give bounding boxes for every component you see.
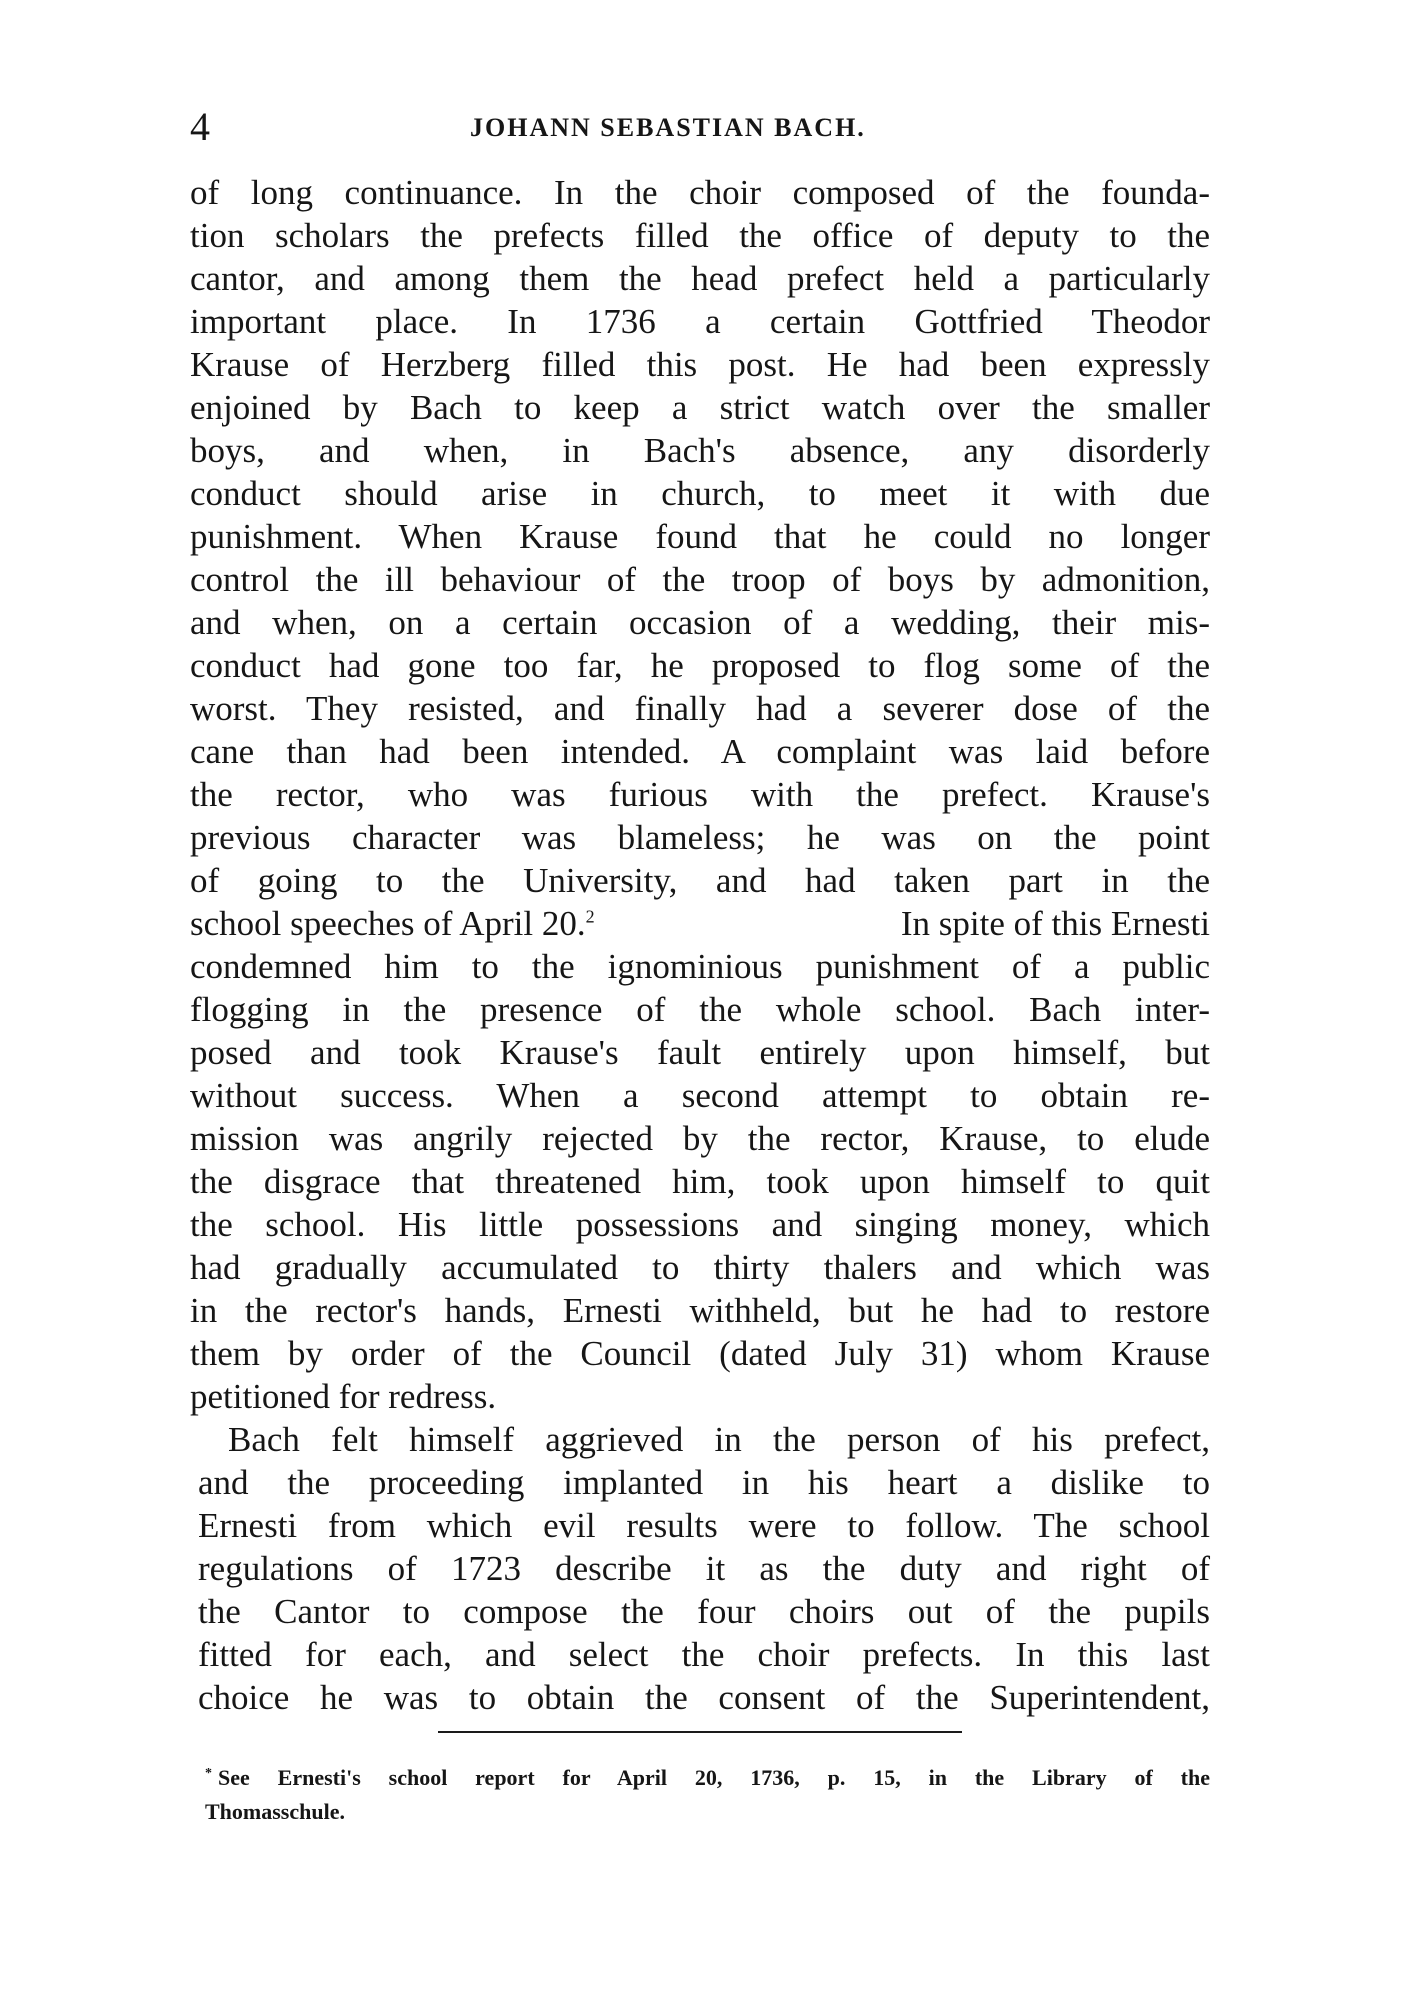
text-line: conduct should arise in church, to meet it with due — [190, 474, 1210, 513]
text-line-segment: school speeches of April 20. — [190, 904, 586, 943]
text-line: Krause of Herzberg filled this post. He had been expressly — [190, 345, 1210, 384]
text-line: mission was angrily rejected by the rector, Krause, to elude — [190, 1119, 1210, 1158]
text-line: of long continuance. In the choir composed of the founda- — [190, 173, 1210, 212]
text-line: previous character was blameless; he was on the point — [190, 818, 1210, 857]
text-line: the Cantor to compose the four choirs out of the pupils — [198, 1592, 1210, 1631]
running-head — [190, 102, 1210, 152]
text-line: and the proceeding implanted in his heart a dislike to — [198, 1463, 1210, 1502]
text-line: choice he was to obtain the consent of the Superintendent, — [198, 1678, 1210, 1717]
page-number: 4 — [190, 104, 210, 149]
text-line: control the ill behaviour of the troop of boys by admonition, — [190, 560, 1210, 599]
text-line: had gradually accumulated to thirty thalers and which was — [190, 1248, 1210, 1287]
text-line: conduct had gone too far, he proposed to flog some of the — [190, 646, 1210, 685]
footnote-rule — [438, 1731, 962, 1733]
text-line: without success. When a second attempt to obtain re- — [190, 1076, 1210, 1115]
text-line: petitioned for redress. — [190, 1377, 497, 1416]
text-line: the school. His little possessions and singing money, which — [190, 1205, 1210, 1244]
text-line: tion scholars the prefects filled the office of deputy to the — [190, 216, 1210, 255]
text-line: enjoined by Bach to keep a strict watch over the smaller — [190, 388, 1210, 427]
text-line: posed and took Krause's fault entirely upon himself, but — [190, 1033, 1210, 1072]
text-line: boys, and when, in Bach's absence, any disorderly — [190, 431, 1210, 470]
paragraph-first-line: Bach felt himself aggrieved in the person of his prefect, — [228, 1420, 1210, 1459]
text-line: in the rector's hands, Ernesti withheld, but he had to restore — [190, 1291, 1210, 1330]
text-line: the disgrace that threatened him, took upon himself to quit — [190, 1162, 1210, 1201]
text-line-with-footnote — [190, 903, 1210, 945]
text-line: worst. They resisted, and finally had a severer dose of the — [190, 689, 1210, 728]
text-line: flogging in the presence of the whole school. Bach inter- — [190, 990, 1210, 1029]
text-line: cane than had been intended. A complaint was laid before — [190, 732, 1210, 771]
text-line: cantor, and among them the head prefect held a particularly — [190, 259, 1210, 298]
text-line: regulations of 1723 describe it as the duty and right of — [198, 1549, 1210, 1588]
text-line: of going to the University, and had taken part in the — [190, 861, 1210, 900]
footnote-text: See Ernesti's school report for April 20, 1736, p. 15, in the Library of the — [218, 1765, 1210, 1790]
text-line: important place. In 1736 a certain Gottfried Theodor — [190, 302, 1210, 341]
text-line: Ernesti from which evil results were to follow. The school — [198, 1506, 1210, 1545]
text-line: them by order of the Council (dated July 31) whom Krause — [190, 1334, 1210, 1373]
footnote-marker: * — [205, 1765, 212, 1781]
running-title: JOHANN SEBASTIAN BACH. — [470, 113, 866, 142]
footnote-line: Thomasschule. — [205, 1799, 345, 1824]
text-line: condemned him to the ignominious punishment of a public — [190, 947, 1210, 986]
text-line: and when, on a certain occasion of a wedding, their mis- — [190, 603, 1210, 642]
text-line-segment: In spite of this Ernesti — [900, 904, 1210, 943]
text-line: punishment. When Krause found that he could no longer — [190, 517, 1210, 556]
footnote-line — [205, 1762, 1210, 1794]
text-line: the rector, who was furious with the prefect. Krause's — [190, 775, 1210, 814]
text-line: fitted for each, and select the choir prefects. In this last — [198, 1635, 1210, 1674]
footnote-reference: 2 — [585, 906, 595, 927]
